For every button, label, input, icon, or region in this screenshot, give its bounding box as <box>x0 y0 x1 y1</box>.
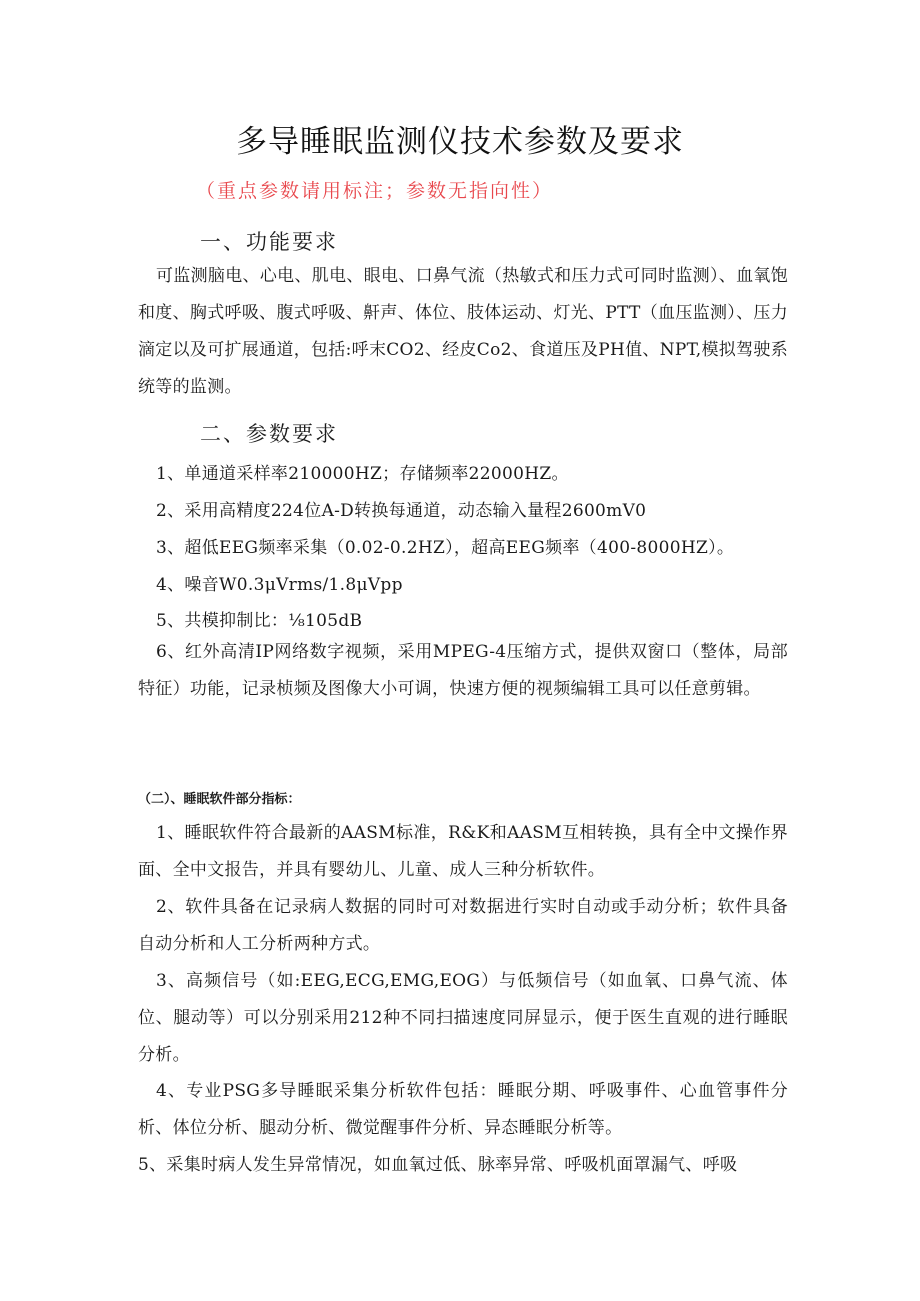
parameter-item-5: 5、共模抑制比：⅛105dB <box>156 611 363 631</box>
software-section-heading: （二）、睡眠软件部分指标： <box>138 792 301 807</box>
software-item-4: 4、专业PSG多导睡眠采集分析软件包括：睡眠分期、呼吸事件、心血管事件分析、体位分析、腿动分析、微觉醒事件分析、异态睡眠分析等。 <box>138 1081 788 1138</box>
software-item-5: 5、采集时病人发生异常情况，如血氧过低、脉率异常、呼吸机面罩漏气、呼吸 <box>138 1155 738 1175</box>
document-title: 多导睡眠监测仪技术参数及要求 <box>236 124 684 160</box>
software-item-3: 3、高频信号（如:EEG,ECG,EMG,EOG）与低频信号（如血氧、口鼻气流、体位、腿动等）可以分别采用212种不同扫描速度同屏显示，便于医生直观的进行睡眠分析。 <box>138 971 788 1065</box>
document-subtitle: （重点参数请用标注；参数无指向性） <box>196 180 554 202</box>
section-heading-function: 一、功能要求 <box>200 230 338 254</box>
parameter-item-1: 1、单通道采样率210000HZ；存储频率22000HZ。 <box>156 464 569 484</box>
parameter-item-2: 2、采用高精度224位A-D转换每通道，动态输入量程2600mV0 <box>156 501 647 521</box>
section-heading-parameters: 二、参数要求 <box>200 422 338 446</box>
software-item-1: 1、睡眠软件符合最新的AASM标准，R&K和AASM互相转换，具有全中文操作界面、全中文报告，并具有婴幼儿、儿童、成人三种分析软件。 <box>138 823 788 880</box>
parameter-item-4: 4、噪音W0.3μVrms/1.8μVpp <box>156 575 403 595</box>
parameter-item-6: 6、红外高清IP网络数字视频，采用MPEG-4压缩方式，提供双窗口（整体，局部特征）功能，记录桢频及图像大小可调，快速方便的视频编辑工具可以任意剪辑。 <box>138 642 788 699</box>
software-item-2: 2、软件具备在记录病人数据的同时可对数据进行实时自动或手动分析；软件具备自动分析和人工分析两种方式。 <box>138 897 788 954</box>
parameter-item-3: 3、超低EEG频率采集（0.02-0.2HZ），超高EEG频率（400-8000HZ）。 <box>156 538 735 558</box>
function-requirements-text: 可监测脑电、心电、肌电、眼电、口鼻气流（热敏式和压力式可同时监测）、血氧饱和度、胸式呼吸、腹式呼吸、鼾声、体位、肢体运动、灯光、PTT（血压监测）、压力滴定以及可扩展通道，包括:呼末CO2、经皮Co2、食道压及PH值、NPT,模拟驾驶系统等的监测。 <box>138 266 788 397</box>
